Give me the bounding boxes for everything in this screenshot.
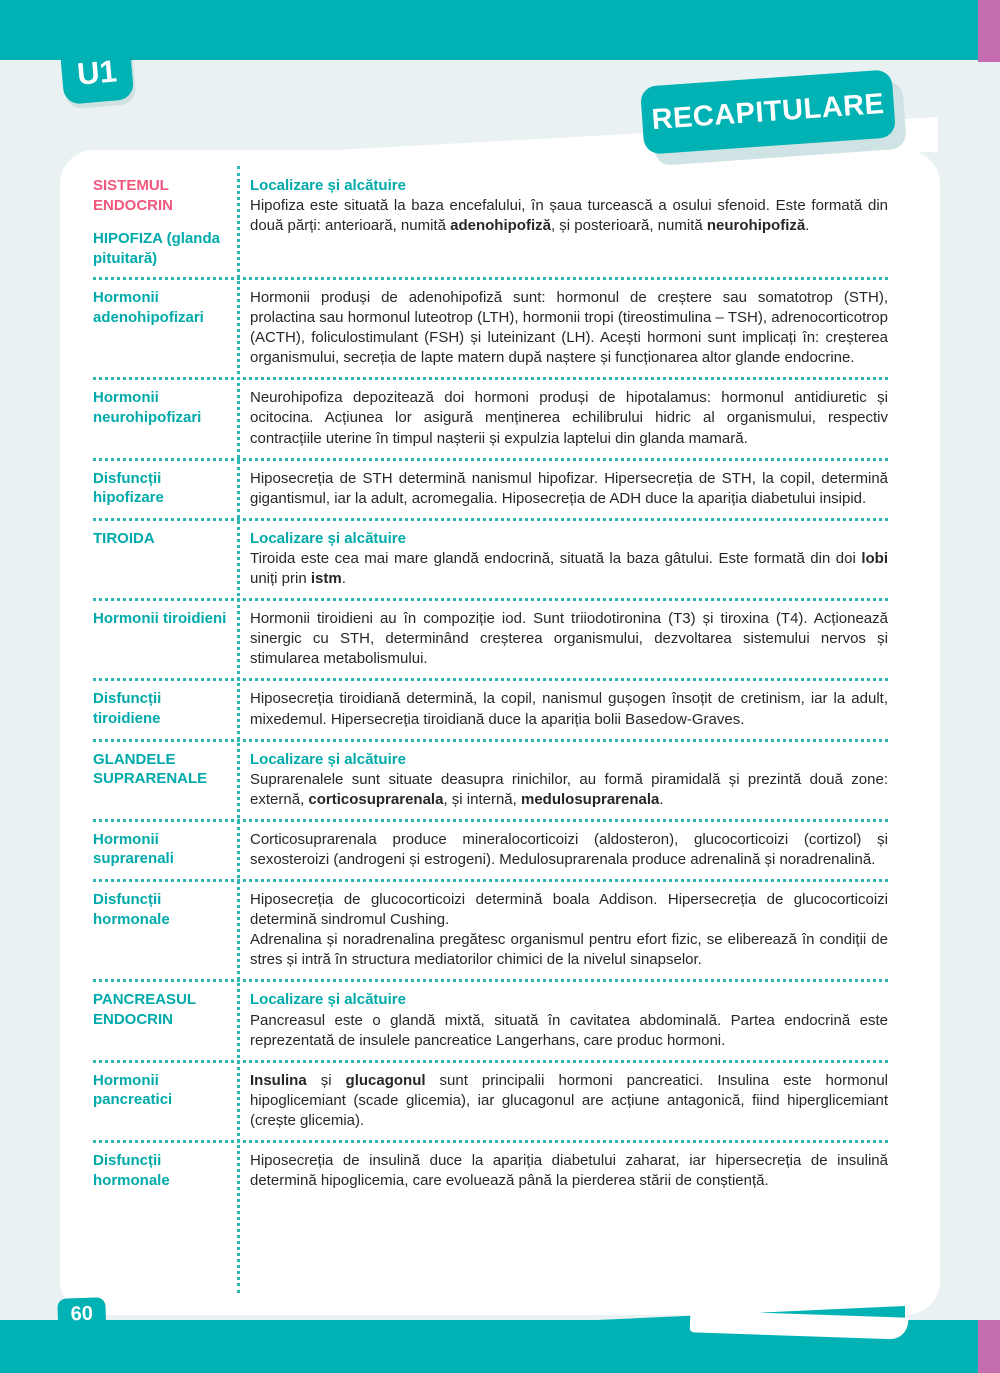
row-label xyxy=(93,1151,237,1191)
row-label-text: Hormonii tiroidieni xyxy=(93,610,227,628)
row-content xyxy=(237,176,888,268)
row-label-text: Disfuncții hormonale xyxy=(93,891,170,928)
content-heading: Localizare și alcătuire xyxy=(250,750,406,768)
row-label xyxy=(93,1071,237,1131)
row-content xyxy=(237,689,888,729)
content-paragraph: Pancreasul este o glandă mixtă, situată în cavitatea abdominală. Partea endocrină este reprezentată de insulele pancreatice Langerhans, care produc hormoni. xyxy=(250,1011,888,1049)
recap-table xyxy=(93,168,888,1211)
table-row xyxy=(93,598,888,678)
row-label-text: SISTEMUL ENDOCRIN xyxy=(93,177,174,214)
row-content xyxy=(237,609,888,669)
table-row xyxy=(93,458,888,518)
content-heading: Localizare și alcătuire xyxy=(250,177,406,194)
table-row xyxy=(93,168,888,277)
recap-banner-label: RECAPITULARE xyxy=(650,87,886,136)
page-number-tab xyxy=(57,1297,107,1345)
row-label-text: Hormonii adenohipofizari xyxy=(93,289,204,326)
table-row xyxy=(93,979,888,1059)
row-label-text: GLANDELE SUPRARENALE xyxy=(93,750,208,788)
unit-badge-label: U1 xyxy=(75,53,119,92)
content-paragraph: Hormonii tiroidieni au în compoziție iod. Sunt triiodotironina (T3) și tiroxina (T4). Acționează sinergic cu STH, determinând creșterea organismului, dezvoltarea sistemului nervos și stimularea metabolismului. xyxy=(250,610,888,668)
table-row xyxy=(93,879,888,979)
pink-corner-bottom xyxy=(978,1320,1000,1373)
content-paragraph: Tiroida este cea mai mare glandă endocrină, situată la baza gâtului. Este formată din doi lobi uniți prin istm. xyxy=(250,549,888,588)
row-content xyxy=(237,288,888,368)
row-content xyxy=(237,830,888,870)
content-paragraph: Neurohipofiza depozitează doi hormoni produși de hipotalamus: hormonul antidiuretic și ocitocina. Acțiunea lor asigură menținerea echilibrului hidric al organismului, respectiv contracțiile uterine în timpul nașterii și expulzia laptelui din glanda mamară. xyxy=(250,389,888,447)
row-label xyxy=(93,830,237,870)
table-row xyxy=(93,377,888,457)
row-label-text: Hormonii neurohipofizari xyxy=(93,389,202,426)
content-paragraph: Hiposecreția tiroidiană determină, la copil, nanismul gușogen însoțit de cretinism, iar la adult, mixedemul. Hipersecreția tiroidiană duce la apariția bolii Basedow-Graves. xyxy=(250,690,888,728)
row-content xyxy=(237,890,888,970)
row-label xyxy=(93,469,237,509)
content-paragraph: Suprarenalele sunt situate deasupra rinichilor, au formă piramidală și prezintă două zone: externă, corticosuprarenala, și internă, medulosuprarenala. xyxy=(250,770,888,808)
row-content xyxy=(237,388,888,448)
row-label xyxy=(93,750,237,810)
content-paragraph: Corticosuprarenala produce mineralocorticoizi (aldosteron), glucocorticoizi (cortizol) și sexosteroizi (androgeni și estrogeni). Medulosuprarenala produce adrenalină și noradrenalină. xyxy=(250,830,888,868)
row-label-text: PANCREASUL ENDOCRIN xyxy=(93,991,196,1028)
row-label xyxy=(93,288,237,368)
content-paragraph: Hiposecreția de STH determină nanismul hipofizar. Hipersecreția de STH, la copil, determină gigantismul, iar la adult, acromegalia. Hiposecreția de ADH duce la apariția diabetului insipid. xyxy=(250,469,888,507)
row-content xyxy=(237,750,888,810)
row-label xyxy=(93,689,237,729)
row-label xyxy=(93,176,237,268)
row-label xyxy=(93,388,237,448)
content-paragraph: Hipofiza este situată la baza encefalului, în șaua turcească a osului sfenoid. Este formată din două părți: anterioară, numită adenohipofiză, și posterioară, numită neurohipofiză. xyxy=(250,197,888,235)
row-label-text: Disfuncții hipofizare xyxy=(93,469,164,507)
content-paragraph: Hormonii produși de adenohipofiză sunt: hormonul de creștere sau somatotrop (STH), prolactina sau hormonul luteotrop (LTH), hormonii tropi (tireostimulina – TSH), adrenocorticotrop (ACTH), foliculostimulant (FSH) și luteinizant (LH). Acești hormoni sunt implicați în: creșterea organismului, secreția de lapte matern după naștere și funcționarea altor glande endocrine. xyxy=(250,289,888,367)
table-row xyxy=(93,739,888,819)
table-row xyxy=(93,518,888,598)
page-number: 60 xyxy=(70,1302,94,1326)
row-label xyxy=(93,890,237,970)
row-label xyxy=(93,529,237,589)
row-label-text: Hormonii suprarenali xyxy=(93,830,174,868)
pink-corner-top xyxy=(978,0,1000,62)
content-heading: Localizare și alcătuire xyxy=(250,991,406,1009)
content-paragraph: Hiposecreția de glucocorticoizi determină boala Addison. Hipersecreția de glucocorticoizi determină sindromul Cushing. xyxy=(250,891,888,929)
content-panel xyxy=(60,150,940,1315)
content-paragraph: Adrenalina și noradrenalina pregătesc organismul pentru efort fizic, se eliberează în condiții de stres și intră în structura mediatorilor chimici de la nivelul sinapselor. xyxy=(250,931,888,969)
row-content xyxy=(237,469,888,509)
table-row xyxy=(93,819,888,879)
table-row xyxy=(93,1060,888,1140)
unit-badge xyxy=(60,41,135,105)
content-heading: Localizare și alcătuire xyxy=(250,529,406,547)
row-label xyxy=(93,990,237,1050)
row-content xyxy=(237,1071,888,1131)
row-label-text: Hormonii pancreatici xyxy=(93,1071,173,1109)
row-label-text: Disfuncții hormonale xyxy=(93,1152,170,1189)
top-color-band xyxy=(0,0,1000,60)
table-row xyxy=(93,1140,888,1211)
table-row xyxy=(93,277,888,377)
row-label xyxy=(93,609,237,669)
row-content xyxy=(237,990,888,1050)
content-paragraph: Hiposecreția de insulină duce la apariția diabetului zaharat, iar hipersecreția de insulină determină hipoglicemia, care evoluează până la pierderea stării de conștiență. xyxy=(250,1152,888,1190)
table-row xyxy=(93,678,888,738)
row-label-text: Disfuncții tiroidiene xyxy=(93,690,162,727)
row-content xyxy=(237,1151,888,1191)
row-label-text: TIROIDA xyxy=(93,529,155,547)
row-content xyxy=(237,529,888,589)
row-label-text: HIPOFIZA (glanda pituitară) xyxy=(93,230,220,267)
content-paragraph: Insulina și glucagonul sunt principalii hormoni pancreatici. Insulina este hormonul hipoglicemiant (scade glicemia), iar glucagonul are acțiune antagonică, fiind hiperglicemiant (crește glicemia). xyxy=(250,1071,888,1129)
